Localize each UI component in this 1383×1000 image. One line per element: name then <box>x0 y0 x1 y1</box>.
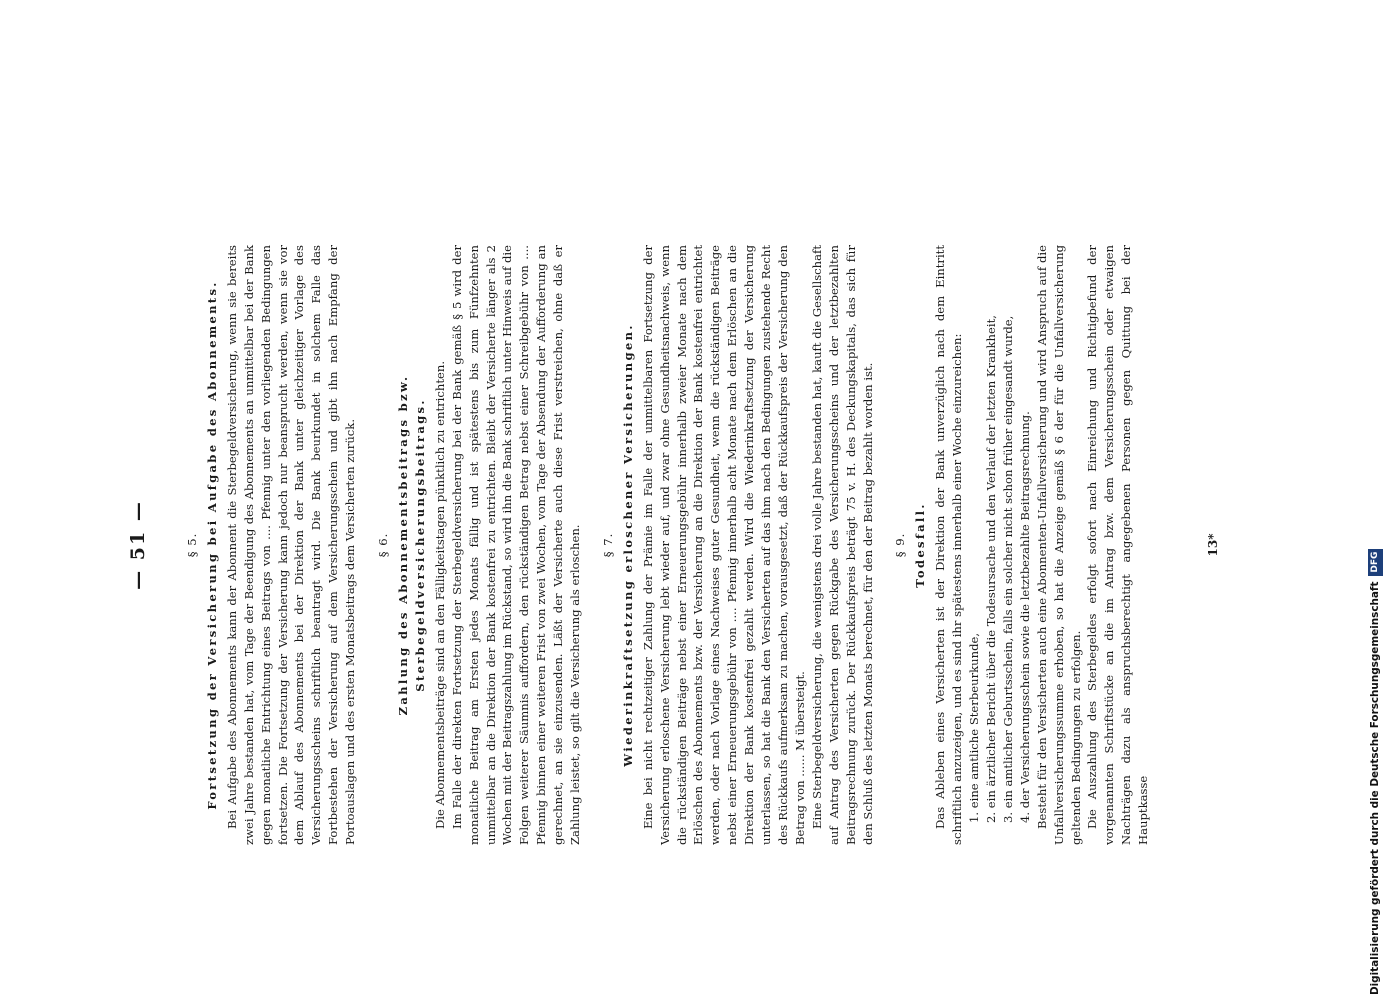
paragraph: Bei Aufgabe des Abonnements kann der Abonnent die Sterbegeldversicherung, wenn sie bereits zwei Jahre bestanden hat, vom Tage der Beendigung des Abonnements an unmittelbar bei der Bank gegen monatliche Entrichtung eines Beitrags von .... Pfennig unter den vorliegenden Bedingungen fortsetzen. Die Fortsetzung der Versicherung kann jedoch nur beansprucht werden, wenn sie vor dem Ablauf des Abonnements bei der Direktion der Bank unter gleichzeitiger Vorlage des Versicherungsscheins schriftlich beantragt wird. Die Bank beurkundet in solchem Falle das Fortbestehen der Versicherung auf dem Versicherungsschein und gibt ihn nach Empfang der Portoauslagen und des ersten Monatsbeitrags dem Versicherten zurück. <box>224 245 358 845</box>
sheet-signature-mark: 13* <box>1206 533 1220 557</box>
section-number: § 7. <box>600 532 615 558</box>
paragraph: Eine Sterbegeldversicherung, die wenigstens drei volle Jahre bestanden hat, kauft die Gesellschaft auf Antrag des Versicherten gegen Rückgabe des Versicherungsscheins und der letztbezahlten Beitragsrechnung zurück. Der Rückkaufspreis beträgt 75 v. H. des Deckungskapitals, das sich für den Schluß des letzten Monats berechnet, für den der Beitrag bezahlt worden ist. <box>809 245 875 845</box>
section-title: Wiederinkraftsetzung erloschener Versicherungen. <box>620 323 635 767</box>
rotated-document-page <box>124 145 1274 855</box>
page-number: — 51 — <box>127 500 149 590</box>
paragraph: Eine bei nicht rechtzeitiger Zahlung der Prämie im Falle der unmittelbaren Fortsetzung der Versicherung erloschene Versicherung lebt wieder auf, und zwar ohne Gesundheitsnachweis, wenn die rückständigen Beiträge nebst einer Erneuerungsgebühr innerhalb zweier Monate nach dem Erlöschen des Abonnements bzw. der Versicherung an die Direktion der Bank kostenfrei entrichtet werden, oder nach Vorlage eines Nachweises guter Gesundheit, wenn die rückständigen Beiträge nebst einer Erneuerungsgebühr von .... Pfennig innerhalb acht Monate nach dem Erlöschen an die Direktion der Bank kostenfrei gezahlt werden. Wird die Wiederinkraftsetzung der Versicherung unterlassen, so hat die Bank den Versicherten auf das ihm nach den Bedingungen zustehende Recht des Rückkaufs aufmerksam zu machen, vorausgesetzt, daß der Rückkaufspreis der Versicherung den Betrag von ...... M übersteigt. <box>640 245 807 845</box>
list-item: 4. der Versicherungsschein sowie die letztbezahlte Beitragsrechnung. <box>1017 411 1032 823</box>
section-title: Fortsetzung der Versicherung bei Aufgabe des Abonnements. <box>204 280 219 810</box>
section-title: Todesfall. <box>913 502 928 588</box>
paragraph: Die Abonnementsbeiträge sind an den Fälligkeitstagen pünktlich zu entrichten. <box>432 360 447 829</box>
paragraph: Im Falle der direkten Fortsetzung der Sterbegeldversicherung bei der Bank gemäß § 5 wird der monatliche Beitrag am Ersten jedes Monats fällig und ist spätestens bis zum Fünfzehnten unmittelbar an die Direktion der Bank kostenfrei zu entrichten. Bleibt der Versicherte länger als 2 Wochen mit der Beitragszahlung im Rückstand, so wird ihn die Bank schriftlich unter Hinweis auf die Folgen weiterer Säumnis auffordern, den rückständigen Betrag nebst einer Schreibgebühr von .... Pfennig binnen einer weiteren Frist von zwei Wochen, vom Tage der Absendung der Aufforderung an gerechnet, an sie einzusenden. Läßt der Versicherte auch diese Frist verstreichen, ohne daß er Zahlung leistet, so gilt die Versicherung als erloschen. <box>449 245 583 845</box>
section-number: § 9. <box>893 532 908 558</box>
document-body <box>184 245 1152 845</box>
digitization-credit <box>1366 535 1383 995</box>
section-title: Zahlung des Abonnementsbeitrags bzw. Sterbegeldversicherungsbeitrags. <box>395 374 427 716</box>
section-number: § 5. <box>185 532 199 558</box>
credit-text: Digitalisierung gefördert durch die Deutsche Forschungsgemeinschaft <box>1369 581 1381 995</box>
list-item: 1. eine amtliche Sterbeurkunde, <box>967 632 982 823</box>
paragraph: Das Ableben eines Versicherten ist der Direktion der Bank unverzüglich nach dem Eintritt schriftlich anzuzeigen, und es sind ihr spätestens innerhalb einer Woche einzureichen: <box>933 245 965 845</box>
paragraph: Besteht für den Versicherten auch eine Abonnenten-Unfallversicherung und wird Anspruch auf die Unfallversicherungssumme erhoben, so hat die Anzeige gemäß § 6 der für die Unfallversicherung geltenden Bedingungen zu erfolgen. <box>1034 245 1083 845</box>
list-item: 2. ein ärztlicher Bericht über die Todesursache und den Verlauf der letzten Krankheit, <box>983 315 998 823</box>
section-number: § 6. <box>376 532 391 558</box>
paragraph: Die Auszahlung des Sterbegeldes erfolgt sofort nach Einreichung und Richtigbefund der vorgenannten Schriftstücke an die im Antrag bzw. dem Versicherungsschein oder etwaigen Nachträgen dazu als anspruchsberechtigt angegebenen Personen gegen Quittung bei der Hauptkasse <box>1085 245 1151 845</box>
list-item: 3. ein amtlicher Geburtsschein, falls ein solcher nicht schon früher eingesandt wurde, <box>1000 315 1015 823</box>
dfg-logo: DFG <box>1368 549 1383 576</box>
